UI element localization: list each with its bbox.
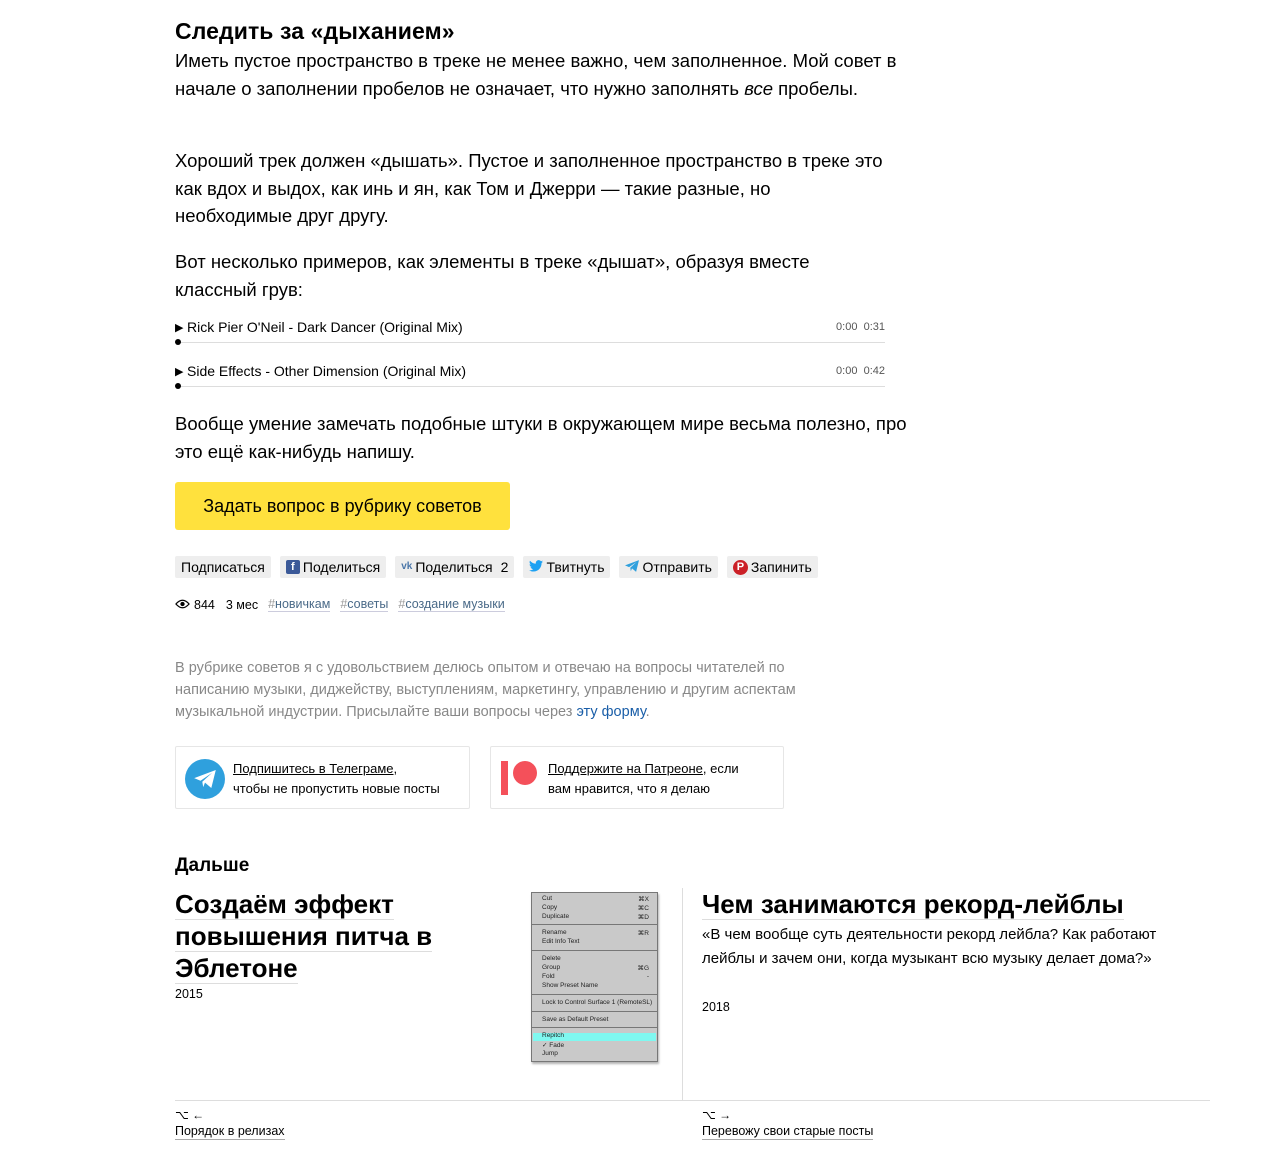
next-shortcut: ⌥ → [702, 1108, 732, 1122]
menu-item-shortcut: ⌘C [637, 905, 649, 912]
telegram-share-button[interactable] [619, 556, 717, 578]
next-post-title-2[interactable] [702, 888, 1124, 920]
pinterest-icon: P [733, 560, 748, 575]
menu-item-label: Save as Default Preset [542, 1016, 609, 1023]
pinterest-share-label: Запинить [750, 559, 812, 575]
facebook-share-label: Поделиться [302, 559, 381, 575]
paragraph-1 [175, 47, 905, 102]
play-icon[interactable]: ▶ [175, 322, 184, 334]
menu-item-label: Jump [542, 1050, 558, 1057]
prev-shortcut: ⌥ ← [175, 1108, 205, 1122]
telegram-share-label: Отправить [642, 559, 712, 575]
menu-item-label: ✓ Fade [542, 1042, 565, 1049]
menu-item-shortcut: ⌘R [637, 930, 649, 937]
patreon-rest: , если [702, 761, 739, 776]
track-time [836, 321, 885, 333]
next-post-title-2-text: Чем занимаются рекорд-лейблы [702, 889, 1124, 919]
next-post-title-1[interactable] [175, 888, 475, 984]
menu-item-shortcut: ⌘X [638, 896, 649, 903]
advice-note [175, 657, 835, 723]
audio-player-2[interactable] [175, 363, 885, 393]
patreon-card-text [548, 759, 739, 799]
track-duration: 0:31 [863, 321, 885, 333]
progress-handle[interactable] [175, 383, 181, 389]
twitter-share-button[interactable] [523, 556, 610, 578]
hash-symbol: # [268, 597, 276, 611]
post-meta [175, 597, 505, 612]
tag-label: новичкам [275, 597, 331, 611]
track-current-time: 0:00 [836, 365, 858, 377]
tag-link[interactable] [398, 597, 504, 612]
hash-symbol: # [340, 597, 348, 611]
patreon-support-link[interactable]: Поддержите на Патреоне [548, 761, 703, 776]
post-age: 3 мес [225, 597, 259, 612]
telegram-card[interactable] [175, 746, 470, 809]
next-post-title-1-text: Создаём эффект повышения питча в Эблетоне [175, 889, 433, 983]
next-post-year-1: 2015 [175, 987, 203, 1001]
telegram-subscribe-link[interactable]: Подпишитесь в Телеграме [233, 761, 394, 776]
next-heading: Дальше [175, 855, 250, 876]
context-menu-screenshot[interactable] [531, 892, 658, 1062]
paragraph-3: Вот несколько примеров, как элементы в треке «дышат», образуя вместе классный грув: [175, 251, 810, 300]
patreon-circle [513, 761, 537, 785]
track-time [836, 365, 885, 377]
paragraph-1-text-a: Иметь пустое пространство в треке не менее важно, чем заполненное. Мой совет в начале о заполнении пробелов не означает, что нужно заполнять [175, 50, 897, 99]
menu-separator [532, 950, 657, 951]
menu-item-label: Rename [542, 929, 567, 936]
next-post-link[interactable]: Перевожу свои старые посты [702, 1124, 874, 1138]
progress-handle[interactable] [175, 339, 181, 345]
twitter-share-label: Твитнуть [546, 559, 605, 575]
patreon-bar [501, 761, 508, 795]
ask-question-button[interactable]: Задать вопрос в рубрику советов [175, 482, 510, 530]
hash-symbol: # [398, 597, 406, 611]
section-title: Следить за «дыханием» [175, 18, 455, 44]
pinterest-share-button[interactable] [727, 556, 818, 578]
patreon-card[interactable] [490, 746, 784, 809]
track-duration: 0:42 [863, 365, 885, 377]
menu-item-shortcut: ⌘G [637, 965, 649, 972]
subscribe-label: Подписаться [181, 559, 265, 575]
menu-item-label: Lock to Control Surface 1 (RemoteSL) [542, 999, 653, 1006]
note-end: . [645, 704, 650, 720]
paragraph-4: Вообще умение замечать подобные штуки в окружающем мире весьма полезно, про это ещё как-нибудь напишу. [175, 413, 907, 462]
menu-separator [532, 924, 657, 925]
twitter-icon [529, 560, 543, 574]
track-title: Side Effects - Other Dimension (Original Mix) [187, 363, 467, 379]
tag-link[interactable] [340, 597, 388, 612]
footer-divider [175, 1100, 1210, 1101]
vk-share-count: 2 [500, 559, 509, 575]
menu-item-label: Repitch [542, 1032, 565, 1039]
prev-post-link[interactable]: Порядок в релизах [175, 1124, 285, 1138]
paragraph-2: Хороший трек должен «дышать». Пустое и заполненное пространство в треке это как вдох и выдох, как инь и ян, как Том и Джерри — такие разные, но необходимые друг другу. [175, 150, 883, 226]
paragraph-1-text-b: пробелы. [772, 77, 859, 99]
menu-item-label: Edit Info Text [542, 938, 580, 945]
column-divider [682, 888, 683, 1100]
facebook-icon: f [286, 560, 300, 574]
progress-track[interactable] [177, 386, 885, 387]
menu-item-label: Delete [542, 955, 561, 962]
share-bar [175, 556, 827, 578]
track-current-time: 0:00 [836, 321, 858, 333]
menu-item-shortcut: - [646, 973, 649, 980]
patreon-icon [501, 761, 539, 795]
progress-track[interactable] [177, 342, 885, 343]
menu-item-label: Group [542, 964, 561, 971]
paragraph-1-emphasis: все [744, 77, 773, 99]
track-title: Rick Pier O'Neil - Dark Dancer (Original Mix) [187, 319, 463, 335]
telegram-icon [625, 560, 639, 574]
note-text: В рубрике советов я с удовольствием делюсь опытом и отвечаю на вопросы читателей по написанию музыки, диджейству, выступлениям, маркетингу, управлению и другим аспектам музыкальной индустрии. Присылайте ваши вопросы через [175, 660, 796, 720]
menu-item-label: Copy [542, 904, 558, 911]
vk-share-label: Поделиться [415, 559, 493, 575]
form-link[interactable]: эту форму [576, 704, 646, 720]
telegram-card-subtext: чтобы не пропустить новые посты [233, 781, 440, 796]
audio-player-1[interactable] [175, 319, 885, 349]
views-count: 844 [194, 597, 215, 612]
subscribe-button[interactable] [175, 556, 271, 578]
tag-label: создание музыки [405, 597, 505, 611]
menu-item-label: Fold [542, 973, 555, 980]
facebook-share-button[interactable] [280, 556, 386, 578]
tag-link[interactable] [268, 597, 330, 612]
vk-icon: vk [401, 561, 413, 572]
telegram-card-text [233, 759, 440, 799]
menu-item-label: Cut [542, 895, 553, 902]
play-icon[interactable]: ▶ [175, 366, 184, 378]
telegram-icon [185, 759, 225, 799]
vk-share-button[interactable] [395, 556, 514, 578]
telegram-comma: , [393, 761, 398, 776]
menu-separator [532, 1027, 657, 1028]
patreon-card-subtext: вам нравится, что я делаю [548, 781, 710, 796]
menu-item-label: Show Preset Name [542, 982, 598, 989]
menu-item-label: Duplicate [542, 913, 570, 920]
menu-separator [532, 994, 657, 995]
tag-label: советы [347, 597, 389, 611]
menu-separator [532, 1011, 657, 1012]
next-post-year-2: 2018 [702, 1000, 730, 1014]
menu-item-shortcut: ⌘D [637, 914, 649, 921]
eye-icon [175, 598, 190, 612]
next-post-quote: «В чем вообще суть деятельности рекорд лейбла? Как работают лейблы и зачем они, когда музыкант всю музыку делает дома?» [702, 926, 1157, 967]
